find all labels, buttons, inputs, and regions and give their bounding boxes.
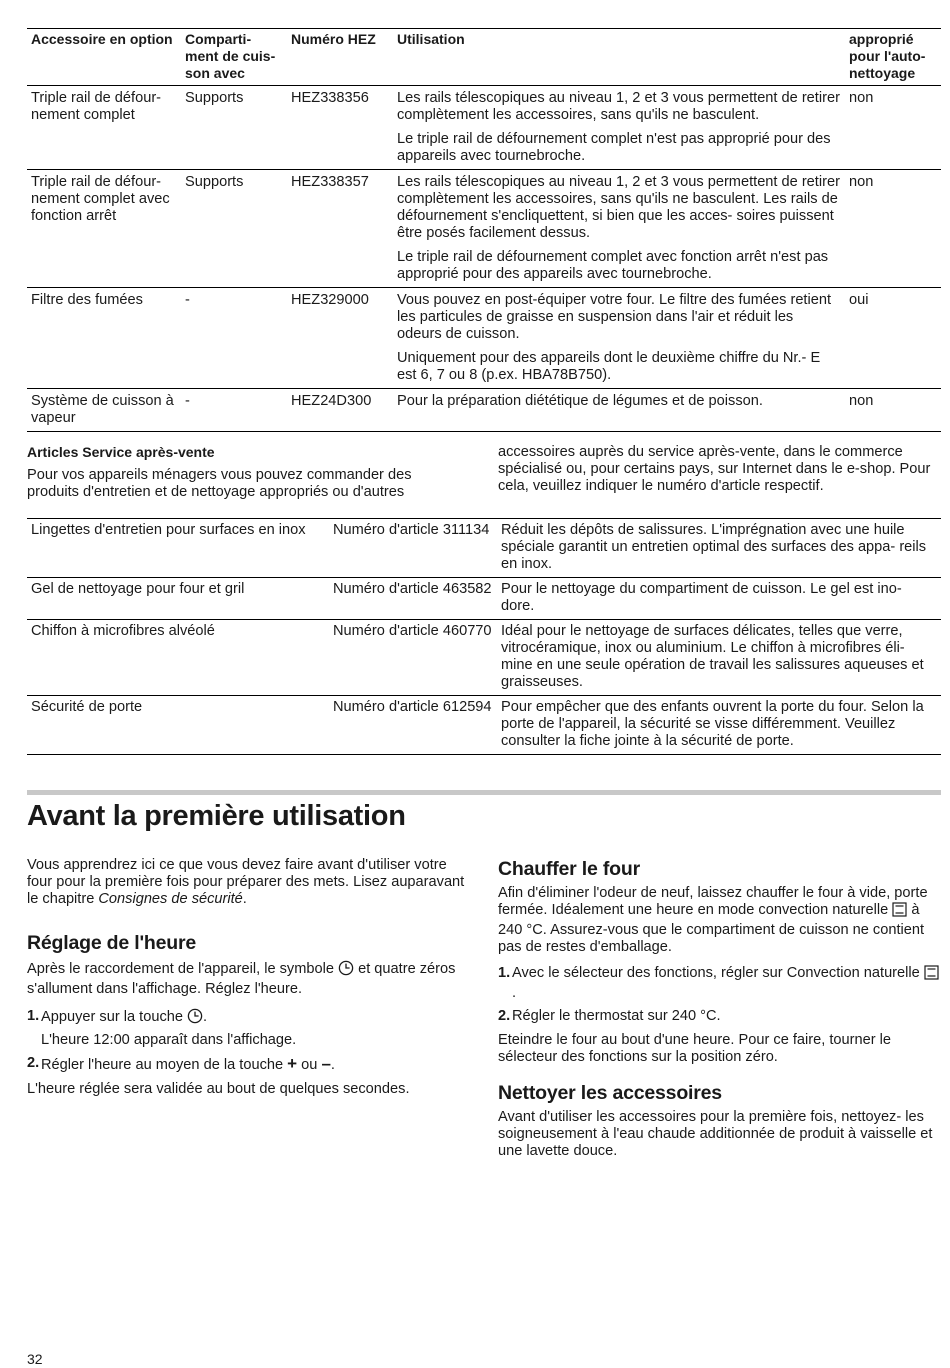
step-text: ou [297, 1057, 322, 1073]
table-header-row [27, 29, 941, 86]
step [27, 1055, 467, 1074]
clock-text: et quatre zéros s'allument dans l'affichage. Réglez l'heure. [27, 961, 456, 997]
article-name: Lingettes d'entretien pour surfaces en inox [27, 519, 329, 578]
safety-chapter-reference: Consignes de sécurité [98, 891, 243, 907]
header-hez: Numéro HEZ [287, 29, 393, 86]
heat-steps [498, 965, 940, 1025]
clock-steps [27, 1008, 467, 1074]
intro-text: Vous apprendrez ici ce que vous devez faire avant d'utiliser votre four pour la première fois pour préparer des mets. Lisez auparavant le chapitre [27, 857, 465, 907]
plus-icon: + [287, 1054, 298, 1073]
table-row [27, 288, 941, 389]
step-text: . [330, 1057, 335, 1073]
clean-heading: Nettoyer les accessoires [498, 1082, 722, 1104]
clean-paragraph: Avant d'utiliser les accessoires pour la première fois, nettoyez- les soigneusement à l'eau chaude additionnée de produit à vaisselle et une lavette douce. [498, 1109, 933, 1159]
service-intro-left: Pour vos appareils ménagers vous pouvez commander des produits d'entretien et de nettoyage appropriés ou d'autres [27, 467, 412, 500]
accessory-name: Triple rail de défour- nement complet avec fonction arrêt [27, 170, 181, 288]
usage-paragraph: Le triple rail de défournement complet n'est pas approprié pour des appareils avec tournebroche. [397, 131, 831, 164]
chapter-divider [27, 790, 941, 795]
right-column [498, 857, 940, 1160]
step [498, 1008, 940, 1025]
compartment: Supports [181, 170, 287, 288]
step [27, 1008, 467, 1049]
step-result: L'heure 12:00 apparaît dans l'affichage. [41, 1032, 297, 1048]
usage [393, 170, 845, 288]
chapter-title: Avant la première utilisation [27, 800, 406, 832]
usage-paragraph: Les rails télescopiques au niveau 1, 2 et 3 vous permettent de retirer complètement les accessoires, sans qu'ils ne basculent. [397, 90, 840, 123]
service-articles-table [27, 518, 941, 755]
step-text: Appuyer sur la touche [41, 1009, 188, 1025]
table-row [27, 578, 941, 620]
compartment: - [181, 288, 287, 389]
article-number: Numéro d'article 460770 [329, 620, 497, 696]
top-bottom-heat-icon [924, 965, 939, 985]
header-usage: Utilisation [393, 29, 845, 86]
step-number: 1. [498, 965, 511, 981]
article-name: Gel de nettoyage pour four et gril [27, 578, 329, 620]
clock-icon [338, 960, 354, 981]
article-description: Réduit les dépôts de salissures. L'imprégnation avec une huile spéciale garantit un entretien optimal des surfaces des appa- reils en inox. [497, 519, 941, 578]
chapter-intro [27, 857, 467, 908]
hez-number: HEZ329000 [287, 288, 393, 389]
step-text: . [203, 1009, 208, 1025]
self-cleaning: non [845, 389, 941, 432]
article-description: Pour le nettoyage du compartiment de cuisson. Le gel est ino- dore. [497, 578, 941, 620]
article-number: Numéro d'article 463582 [329, 578, 497, 620]
accessory-name: Triple rail de défour- nement complet [31, 90, 162, 123]
clock-heading: Réglage de l'heure [27, 932, 197, 954]
usage-paragraph: Pour la préparation diététique de légumes et de poisson. [397, 393, 763, 409]
self-cleaning: non [845, 170, 941, 288]
table-row [27, 696, 941, 755]
table-row [27, 389, 941, 432]
step-number: 2. [27, 1055, 40, 1071]
self-cleaning: non [849, 90, 874, 106]
usage [393, 288, 845, 389]
table-row [27, 519, 941, 578]
article-name: Sécurité de porte [27, 696, 329, 755]
self-cleaning: oui [845, 288, 941, 389]
clock-paragraph [27, 960, 467, 998]
article-name: Chiffon à microfibres alvéolé [27, 620, 329, 696]
article-description: Idéal pour le nettoyage de surfaces délicates, telles que verre, vitrocéramique, inox ou aluminium. Le chiffon à microfibres éli- mine en une seule opération de travail les salissures aqueuses et graisseuses. [497, 620, 941, 696]
header-accessory: Accessoire en option [27, 29, 181, 86]
accessory-name: Système de cuisson à vapeur [27, 389, 181, 432]
service-intro-right: accessoires auprès du service après-vente, dans le commerce spécialisé ou, pour certains pays, sur Internet dans le e-shop. Pour cela, veuillez indiquer le numéro d'article respectif. [498, 444, 931, 494]
article-number: Numéro d'article 311134 [329, 519, 497, 578]
usage-paragraph: Vous pouvez en post-équiper votre four. Le filtre des fumées retient les particules de graisse en suspension dans l'air et réduit les odeurs de cuisson. [397, 292, 832, 342]
service-heading: Articles Service après-vente [27, 444, 215, 460]
heat-note: Eteindre le four au bout d'une heure. Pour ce faire, tourner le sélecteur des fonctions sur la position zéro. [498, 1032, 892, 1065]
header-self-cleaning: approprié pour l'auto- nettoyage [845, 29, 941, 86]
step-number: 2. [498, 1008, 511, 1024]
step-text: . [512, 985, 517, 1001]
usage [393, 389, 845, 432]
intro-end: . [242, 891, 247, 907]
left-column [27, 857, 467, 1098]
usage-paragraph: Uniquement pour des appareils dont le deuxième chiffre du Nr.- E est 6, 7 ou 8 (p.ex. HBA78B750). [397, 350, 821, 383]
step-text: Régler le thermostat sur 240 °C. [512, 1008, 721, 1024]
article-number: Numéro d'article 612594 [329, 696, 497, 755]
usage [393, 86, 845, 170]
compartment: Supports [185, 90, 244, 106]
table-row [27, 170, 941, 288]
page-number: 32 [27, 1351, 43, 1367]
hez-number: HEZ24D300 [287, 389, 393, 432]
heat-heading: Chauffer le four [498, 858, 640, 880]
heat-text: Afin d'éliminer l'odeur de neuf, laissez chauffer le four à vide, porte fermée. Idéalement une heure en mode convection naturelle [498, 885, 928, 918]
minus-icon: – [321, 1054, 331, 1073]
accessories-table [27, 28, 941, 432]
usage-paragraph: Le triple rail de défournement complet avec fonction arrêt n'est pas approprié pour des appareils avec tournebroche. [397, 249, 829, 282]
heat-paragraph [498, 885, 940, 956]
clock-text: Après le raccordement de l'appareil, le symbole [27, 961, 339, 977]
hez-number: HEZ338357 [287, 170, 393, 288]
hez-number: HEZ338356 [291, 90, 369, 106]
table-row [27, 86, 941, 170]
top-bottom-heat-icon [892, 902, 907, 922]
step-number: 1. [27, 1008, 40, 1024]
header-compartment: Comparti- ment de cuis- son avec [181, 29, 287, 86]
usage-paragraph: Les rails télescopiques au niveau 1, 2 et 3 vous permettent de retirer complètement les accessoires, sans qu'ils ne basculent. Les rails de défournement s'encliquettent, si bien que les acces- soires puissent être posés facilement dessus. [397, 174, 840, 241]
accessory-name: Filtre des fumées [27, 288, 181, 389]
clock-icon [187, 1008, 203, 1029]
article-description: Pour empêcher que des enfants ouvrent la porte du four. Selon la porte de l'appareil, la sécurité se visse différemment. Veuillez consulter la fiche jointe à la sécurité de porte. [497, 696, 941, 755]
compartment: - [181, 389, 287, 432]
step-text: Régler l'heure au moyen de la touche [41, 1057, 288, 1073]
step [498, 965, 940, 1002]
heat-text: à 240 °C. Assurez-vous que le compartiment de cuisson ne contient pas de restes d'emballage. [498, 902, 925, 955]
clock-note: L'heure réglée sera validée au bout de quelques secondes. [27, 1081, 410, 1097]
table-row [27, 620, 941, 696]
step-text: Avec le sélecteur des fonctions, régler sur Convection naturelle [512, 965, 924, 981]
